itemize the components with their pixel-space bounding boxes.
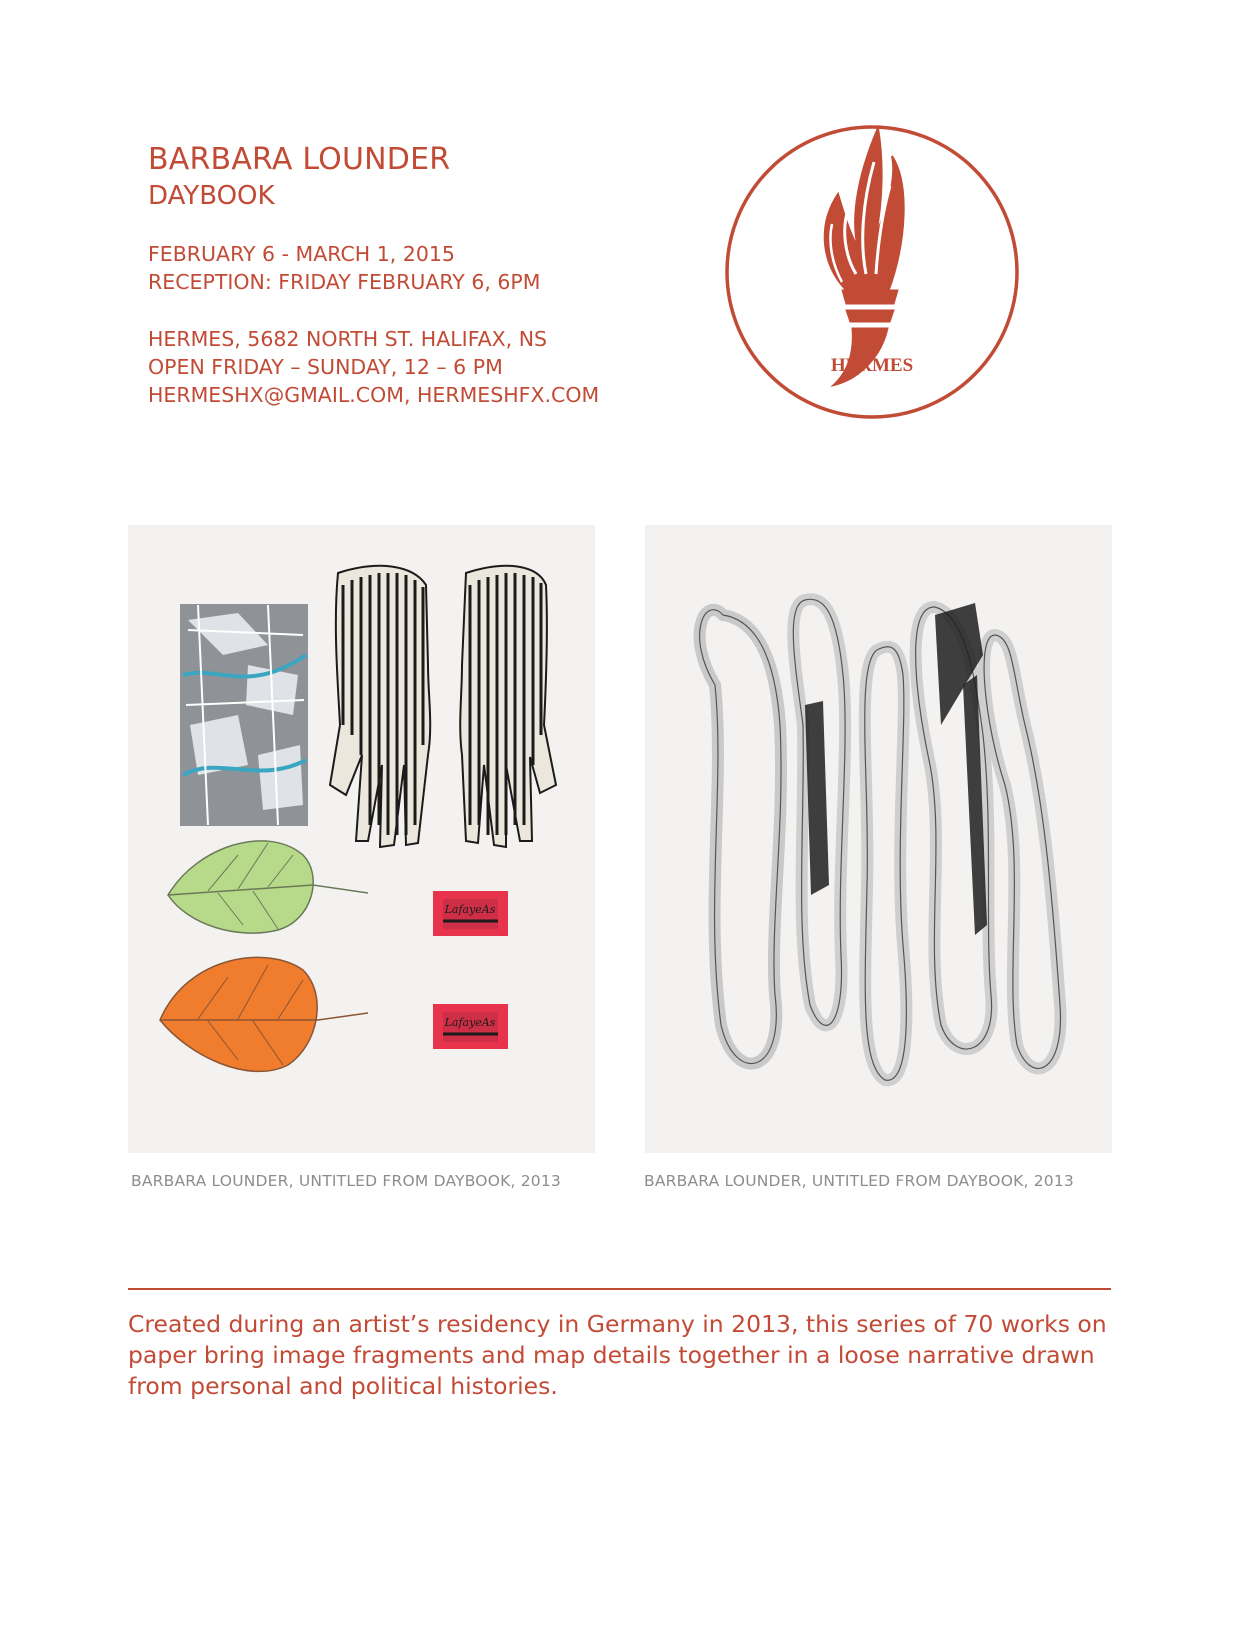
artwork-image-collage [128,525,595,1153]
artist-name: BARBARA LOUNDER [148,142,451,177]
venue-address: HERMES, 5682 NORTH ST. HALIFAX, NS [148,327,548,351]
map-fragment [180,604,308,826]
exhibition-description [128,1309,1118,1402]
venue-info [148,325,599,409]
red-tag-2 [433,1004,508,1049]
artwork-image-loops [645,525,1112,1153]
description-line: paper bring image fragments and map details together in a loose narrative drawn [128,1341,1095,1369]
tag-text-1: LafayeAs [444,903,496,916]
venue-hours: OPEN FRIDAY – SUNDAY, 12 – 6 PM [148,355,503,379]
logo-wordmark: HERMES [830,355,914,376]
reception-info: RECEPTION: FRIDAY FEBRUARY 6, 6PM [148,270,541,294]
section-divider [128,1288,1111,1290]
description-line: Created during an artist’s residency in Germany in 2013, this series of 70 works on [128,1310,1107,1338]
tag-text-2: LafayeAs [444,1016,496,1029]
description-line: from personal and political histories. [128,1372,558,1400]
hermes-logo [720,124,1024,420]
red-tag-1 [433,891,508,936]
exhibition-title: DAYBOOK [148,181,275,211]
artwork-caption-right: BARBARA LOUNDER, UNTITLED FROM DAYBOOK, 2013 [644,1172,1074,1190]
venue-contact: HERMESHX@GMAIL.COM, HERMESHFX.COM [148,383,600,407]
exhibition-dates [148,240,540,296]
winged-torch-icon [825,128,904,386]
artwork-caption-left: BARBARA LOUNDER, UNTITLED FROM DAYBOOK, 2013 [131,1172,561,1190]
run-dates: FEBRUARY 6 - MARCH 1, 2015 [148,242,455,266]
